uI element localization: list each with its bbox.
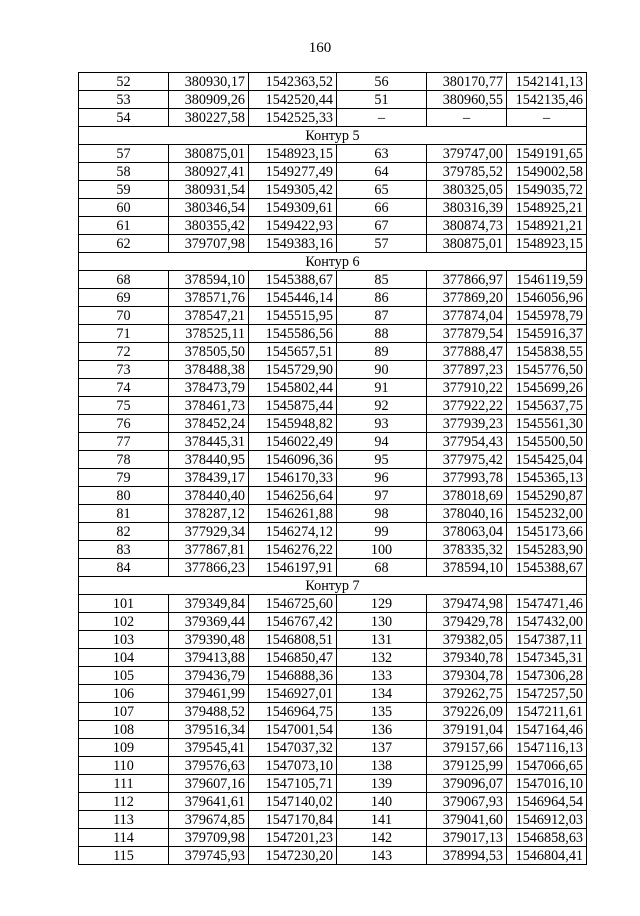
point-number-cell: 94: [337, 433, 427, 451]
y-coordinate-cell: 1545657,51: [249, 343, 337, 361]
page-number: 160: [308, 40, 332, 56]
x-coordinate-cell: 378525,11: [169, 325, 249, 343]
point-number-cell: 58: [79, 163, 169, 181]
point-number-cell: 80: [79, 487, 169, 505]
point-number-cell: 102: [79, 613, 169, 631]
y-coordinate-cell: 1545978,79: [507, 307, 587, 325]
x-coordinate-cell: 377897,23: [427, 361, 507, 379]
point-number-cell: 99: [337, 523, 427, 541]
point-number-cell: 91: [337, 379, 427, 397]
y-coordinate-cell: 1547432,00: [507, 613, 587, 631]
y-coordinate-cell: 1545916,37: [507, 325, 587, 343]
table-row: [79, 415, 587, 433]
point-number-cell: 64: [337, 163, 427, 181]
point-number-cell: 60: [79, 199, 169, 217]
x-coordinate-cell: 379709,98: [169, 829, 249, 847]
y-coordinate-cell: –: [507, 109, 587, 127]
x-coordinate-cell: 380930,17: [169, 73, 249, 91]
point-number-cell: 104: [79, 649, 169, 667]
x-coordinate-cell: 379191,04: [427, 721, 507, 739]
point-number-cell: 90: [337, 361, 427, 379]
y-coordinate-cell: 1545699,26: [507, 379, 587, 397]
point-number-cell: 71: [79, 325, 169, 343]
x-coordinate-cell: 377869,20: [427, 289, 507, 307]
table-row: [79, 487, 587, 505]
y-coordinate-cell: 1546964,75: [249, 703, 337, 721]
x-coordinate-cell: 378452,24: [169, 415, 249, 433]
y-coordinate-cell: 1546725,60: [249, 595, 337, 613]
point-number-cell: 76: [79, 415, 169, 433]
y-coordinate-cell: 1547170,84: [249, 811, 337, 829]
point-number-cell: 61: [79, 217, 169, 235]
point-number-cell: 100: [337, 541, 427, 559]
point-number-cell: 62: [79, 235, 169, 253]
y-coordinate-cell: 1548923,15: [249, 145, 337, 163]
y-coordinate-cell: 1547016,10: [507, 775, 587, 793]
x-coordinate-cell: 379641,61: [169, 793, 249, 811]
point-number-cell: 59: [79, 181, 169, 199]
x-coordinate-cell: 379745,93: [169, 847, 249, 865]
x-coordinate-cell: 380909,26: [169, 91, 249, 109]
point-number-cell: 110: [79, 757, 169, 775]
y-coordinate-cell: 1549305,42: [249, 181, 337, 199]
y-coordinate-cell: 1546276,22: [249, 541, 337, 559]
y-coordinate-cell: 1547211,61: [507, 703, 587, 721]
y-coordinate-cell: 1546858,63: [507, 829, 587, 847]
table-row: [79, 559, 587, 577]
y-coordinate-cell: 1545838,55: [507, 343, 587, 361]
table-row: [79, 307, 587, 325]
y-coordinate-cell: 1546808,51: [249, 631, 337, 649]
point-number-cell: 143: [337, 847, 427, 865]
coordinates-table: [78, 72, 587, 865]
y-coordinate-cell: 1549383,16: [249, 235, 337, 253]
y-coordinate-cell: 1545586,56: [249, 325, 337, 343]
point-number-cell: 74: [79, 379, 169, 397]
point-number-cell: 68: [79, 271, 169, 289]
x-coordinate-cell: 377866,23: [169, 559, 249, 577]
x-coordinate-cell: 378994,53: [427, 847, 507, 865]
x-coordinate-cell: 377879,54: [427, 325, 507, 343]
point-number-cell: 131: [337, 631, 427, 649]
table-row: [79, 379, 587, 397]
section-title: Контур 7: [79, 577, 587, 595]
y-coordinate-cell: 1545425,04: [507, 451, 587, 469]
x-coordinate-cell: 378440,40: [169, 487, 249, 505]
y-coordinate-cell: 1542525,33: [249, 109, 337, 127]
table-row: [79, 721, 587, 739]
point-number-cell: 92: [337, 397, 427, 415]
x-coordinate-cell: 378488,38: [169, 361, 249, 379]
x-coordinate-cell: 379067,93: [427, 793, 507, 811]
point-number-cell: 82: [79, 523, 169, 541]
point-number-cell: 101: [79, 595, 169, 613]
x-coordinate-cell: 379545,41: [169, 739, 249, 757]
table-row: [79, 271, 587, 289]
table-row: [79, 397, 587, 415]
x-coordinate-cell: 380875,01: [427, 235, 507, 253]
y-coordinate-cell: 1549191,65: [507, 145, 587, 163]
table-row: [79, 523, 587, 541]
x-coordinate-cell: 379382,05: [427, 631, 507, 649]
x-coordinate-cell: 378440,95: [169, 451, 249, 469]
x-coordinate-cell: 380227,58: [169, 109, 249, 127]
x-coordinate-cell: 378571,76: [169, 289, 249, 307]
point-number-cell: 65: [337, 181, 427, 199]
x-coordinate-cell: 378063,04: [427, 523, 507, 541]
table-row: [79, 163, 587, 181]
y-coordinate-cell: 1547257,50: [507, 685, 587, 703]
y-coordinate-cell: 1547201,23: [249, 829, 337, 847]
y-coordinate-cell: 1546804,41: [507, 847, 587, 865]
x-coordinate-cell: 378018,69: [427, 487, 507, 505]
section-header-row: [79, 127, 587, 145]
point-number-cell: 57: [79, 145, 169, 163]
y-coordinate-cell: 1547230,20: [249, 847, 337, 865]
x-coordinate-cell: 378594,10: [427, 559, 507, 577]
point-number-cell: 89: [337, 343, 427, 361]
y-coordinate-cell: 1542363,52: [249, 73, 337, 91]
point-number-cell: 113: [79, 811, 169, 829]
x-coordinate-cell: 378505,50: [169, 343, 249, 361]
x-coordinate-cell: 379304,78: [427, 667, 507, 685]
y-coordinate-cell: 1549277,49: [249, 163, 337, 181]
point-number-cell: 83: [79, 541, 169, 559]
point-number-cell: 115: [79, 847, 169, 865]
point-number-cell: 103: [79, 631, 169, 649]
point-number-cell: 87: [337, 307, 427, 325]
x-coordinate-cell: 379349,84: [169, 595, 249, 613]
table-row: [79, 793, 587, 811]
x-coordinate-cell: 379785,52: [427, 163, 507, 181]
section-title: Контур 5: [79, 127, 587, 145]
point-number-cell: 136: [337, 721, 427, 739]
y-coordinate-cell: 1548925,21: [507, 199, 587, 217]
table-row: [79, 361, 587, 379]
point-number-cell: 77: [79, 433, 169, 451]
y-coordinate-cell: 1542141,13: [507, 73, 587, 91]
x-coordinate-cell: 378547,21: [169, 307, 249, 325]
x-coordinate-cell: 380960,55: [427, 91, 507, 109]
x-coordinate-cell: 379413,88: [169, 649, 249, 667]
table-row: [79, 613, 587, 631]
x-coordinate-cell: 377975,42: [427, 451, 507, 469]
x-coordinate-cell: 378439,17: [169, 469, 249, 487]
y-coordinate-cell: 1545365,13: [507, 469, 587, 487]
point-number-cell: 57: [337, 235, 427, 253]
x-coordinate-cell: 377888,47: [427, 343, 507, 361]
y-coordinate-cell: 1545388,67: [507, 559, 587, 577]
point-number-cell: 86: [337, 289, 427, 307]
point-number-cell: 138: [337, 757, 427, 775]
point-number-cell: 85: [337, 271, 427, 289]
point-number-cell: 93: [337, 415, 427, 433]
point-number-cell: 95: [337, 451, 427, 469]
point-number-cell: 140: [337, 793, 427, 811]
y-coordinate-cell: 1546767,42: [249, 613, 337, 631]
y-coordinate-cell: 1545776,50: [507, 361, 587, 379]
x-coordinate-cell: 379461,99: [169, 685, 249, 703]
table-row: [79, 505, 587, 523]
x-coordinate-cell: 379157,66: [427, 739, 507, 757]
x-coordinate-cell: 380874,73: [427, 217, 507, 235]
x-coordinate-cell: 378461,73: [169, 397, 249, 415]
x-coordinate-cell: 379017,13: [427, 829, 507, 847]
point-number-cell: 75: [79, 397, 169, 415]
x-coordinate-cell: 379390,48: [169, 631, 249, 649]
x-coordinate-cell: 379041,60: [427, 811, 507, 829]
y-coordinate-cell: 1548921,21: [507, 217, 587, 235]
point-number-cell: 78: [79, 451, 169, 469]
y-coordinate-cell: 1545173,66: [507, 523, 587, 541]
x-coordinate-cell: 379369,44: [169, 613, 249, 631]
x-coordinate-cell: 379429,78: [427, 613, 507, 631]
y-coordinate-cell: 1545637,75: [507, 397, 587, 415]
y-coordinate-cell: 1547471,46: [507, 595, 587, 613]
y-coordinate-cell: 1546197,91: [249, 559, 337, 577]
table-row: [79, 703, 587, 721]
y-coordinate-cell: 1546022,49: [249, 433, 337, 451]
point-number-cell: 97: [337, 487, 427, 505]
x-coordinate-cell: 379607,16: [169, 775, 249, 793]
y-coordinate-cell: 1545446,14: [249, 289, 337, 307]
point-number-cell: 135: [337, 703, 427, 721]
point-number-cell: 108: [79, 721, 169, 739]
table-row: [79, 217, 587, 235]
x-coordinate-cell: 379436,79: [169, 667, 249, 685]
table-row: [79, 757, 587, 775]
y-coordinate-cell: 1547073,10: [249, 757, 337, 775]
y-coordinate-cell: 1547140,02: [249, 793, 337, 811]
y-coordinate-cell: 1545802,44: [249, 379, 337, 397]
point-number-cell: 56: [337, 73, 427, 91]
x-coordinate-cell: 377954,43: [427, 433, 507, 451]
y-coordinate-cell: 1547066,65: [507, 757, 587, 775]
y-coordinate-cell: 1545948,82: [249, 415, 337, 433]
point-number-cell: 129: [337, 595, 427, 613]
x-coordinate-cell: 377866,97: [427, 271, 507, 289]
point-number-cell: 133: [337, 667, 427, 685]
x-coordinate-cell: 380170,77: [427, 73, 507, 91]
x-coordinate-cell: 378445,31: [169, 433, 249, 451]
y-coordinate-cell: 1549002,58: [507, 163, 587, 181]
x-coordinate-cell: 377910,22: [427, 379, 507, 397]
coordinates-table-body: [79, 73, 587, 865]
x-coordinate-cell: 379125,99: [427, 757, 507, 775]
y-coordinate-cell: 1546256,64: [249, 487, 337, 505]
x-coordinate-cell: 377993,78: [427, 469, 507, 487]
table-row: [79, 541, 587, 559]
table-row: [79, 649, 587, 667]
x-coordinate-cell: –: [427, 109, 507, 127]
point-number-cell: 54: [79, 109, 169, 127]
y-coordinate-cell: 1546119,59: [507, 271, 587, 289]
y-coordinate-cell: 1545283,90: [507, 541, 587, 559]
table-row: [79, 343, 587, 361]
x-coordinate-cell: 377929,34: [169, 523, 249, 541]
table-row: [79, 181, 587, 199]
point-number-cell: 53: [79, 91, 169, 109]
section-header-row: [79, 253, 587, 271]
x-coordinate-cell: 379747,00: [427, 145, 507, 163]
table-row: [79, 829, 587, 847]
y-coordinate-cell: 1547037,32: [249, 739, 337, 757]
table-row: [79, 73, 587, 91]
y-coordinate-cell: 1542520,44: [249, 91, 337, 109]
x-coordinate-cell: 379340,78: [427, 649, 507, 667]
x-coordinate-cell: 380355,42: [169, 217, 249, 235]
point-number-cell: 98: [337, 505, 427, 523]
x-coordinate-cell: 379096,07: [427, 775, 507, 793]
point-number-cell: 141: [337, 811, 427, 829]
x-coordinate-cell: 379474,98: [427, 595, 507, 613]
point-number-cell: 142: [337, 829, 427, 847]
y-coordinate-cell: 1546850,47: [249, 649, 337, 667]
table-row: [79, 847, 587, 865]
point-number-cell: 109: [79, 739, 169, 757]
y-coordinate-cell: 1547164,46: [507, 721, 587, 739]
x-coordinate-cell: 378594,10: [169, 271, 249, 289]
point-number-cell: 51: [337, 91, 427, 109]
table-row: [79, 631, 587, 649]
y-coordinate-cell: 1547306,28: [507, 667, 587, 685]
point-number-cell: 114: [79, 829, 169, 847]
y-coordinate-cell: 1547345,31: [507, 649, 587, 667]
x-coordinate-cell: 378335,32: [427, 541, 507, 559]
x-coordinate-cell: 377939,23: [427, 415, 507, 433]
y-coordinate-cell: 1545388,67: [249, 271, 337, 289]
y-coordinate-cell: 1545500,50: [507, 433, 587, 451]
y-coordinate-cell: 1549309,61: [249, 199, 337, 217]
y-coordinate-cell: 1545290,87: [507, 487, 587, 505]
x-coordinate-cell: 379488,52: [169, 703, 249, 721]
point-number-cell: 70: [79, 307, 169, 325]
y-coordinate-cell: 1546274,12: [249, 523, 337, 541]
point-number-cell: 63: [337, 145, 427, 163]
y-coordinate-cell: 1542135,46: [507, 91, 587, 109]
y-coordinate-cell: 1546888,36: [249, 667, 337, 685]
point-number-cell: 139: [337, 775, 427, 793]
y-coordinate-cell: 1549422,93: [249, 217, 337, 235]
y-coordinate-cell: 1547001,54: [249, 721, 337, 739]
table-row: [79, 775, 587, 793]
y-coordinate-cell: 1546927,01: [249, 685, 337, 703]
point-number-cell: 69: [79, 289, 169, 307]
point-number-cell: –: [337, 109, 427, 127]
point-number-cell: 132: [337, 649, 427, 667]
y-coordinate-cell: 1546056,96: [507, 289, 587, 307]
x-coordinate-cell: 378473,79: [169, 379, 249, 397]
x-coordinate-cell: 377867,81: [169, 541, 249, 559]
x-coordinate-cell: 379576,63: [169, 757, 249, 775]
table-row: [79, 91, 587, 109]
table-row: [79, 109, 587, 127]
table-row: [79, 235, 587, 253]
y-coordinate-cell: 1547116,13: [507, 739, 587, 757]
point-number-cell: 134: [337, 685, 427, 703]
table-row: [79, 433, 587, 451]
y-coordinate-cell: 1546261,88: [249, 505, 337, 523]
point-number-cell: 106: [79, 685, 169, 703]
point-number-cell: 88: [337, 325, 427, 343]
table-row: [79, 289, 587, 307]
x-coordinate-cell: 380346,54: [169, 199, 249, 217]
y-coordinate-cell: 1546964,54: [507, 793, 587, 811]
point-number-cell: 68: [337, 559, 427, 577]
x-coordinate-cell: 379516,34: [169, 721, 249, 739]
y-coordinate-cell: 1547387,11: [507, 631, 587, 649]
x-coordinate-cell: 378040,16: [427, 505, 507, 523]
section-title: Контур 6: [79, 253, 587, 271]
x-coordinate-cell: 379262,75: [427, 685, 507, 703]
point-number-cell: 52: [79, 73, 169, 91]
table-row: [79, 469, 587, 487]
table-row: [79, 667, 587, 685]
x-coordinate-cell: 380931,54: [169, 181, 249, 199]
point-number-cell: 66: [337, 199, 427, 217]
point-number-cell: 111: [79, 775, 169, 793]
section-header-row: [79, 577, 587, 595]
point-number-cell: 112: [79, 793, 169, 811]
x-coordinate-cell: 377922,22: [427, 397, 507, 415]
table-row: [79, 451, 587, 469]
x-coordinate-cell: 380316,39: [427, 199, 507, 217]
point-number-cell: 67: [337, 217, 427, 235]
y-coordinate-cell: 1549035,72: [507, 181, 587, 199]
table-row: [79, 685, 587, 703]
point-number-cell: 107: [79, 703, 169, 721]
point-number-cell: 130: [337, 613, 427, 631]
y-coordinate-cell: 1545232,00: [507, 505, 587, 523]
point-number-cell: 84: [79, 559, 169, 577]
table-row: [79, 199, 587, 217]
table-row: [79, 739, 587, 757]
point-number-cell: 137: [337, 739, 427, 757]
x-coordinate-cell: 379226,09: [427, 703, 507, 721]
y-coordinate-cell: 1545875,44: [249, 397, 337, 415]
table-row: [79, 811, 587, 829]
point-number-cell: 73: [79, 361, 169, 379]
point-number-cell: 96: [337, 469, 427, 487]
x-coordinate-cell: 380325,05: [427, 181, 507, 199]
point-number-cell: 79: [79, 469, 169, 487]
y-coordinate-cell: 1545729,90: [249, 361, 337, 379]
table-row: [79, 325, 587, 343]
x-coordinate-cell: 380927,41: [169, 163, 249, 181]
y-coordinate-cell: 1548923,15: [507, 235, 587, 253]
y-coordinate-cell: 1547105,71: [249, 775, 337, 793]
y-coordinate-cell: 1545561,30: [507, 415, 587, 433]
x-coordinate-cell: 378287,12: [169, 505, 249, 523]
x-coordinate-cell: 379674,85: [169, 811, 249, 829]
table-row: [79, 595, 587, 613]
point-number-cell: 72: [79, 343, 169, 361]
table-row: [79, 145, 587, 163]
x-coordinate-cell: 379707,98: [169, 235, 249, 253]
point-number-cell: 81: [79, 505, 169, 523]
x-coordinate-cell: 380875,01: [169, 145, 249, 163]
y-coordinate-cell: 1545515,95: [249, 307, 337, 325]
y-coordinate-cell: 1546912,03: [507, 811, 587, 829]
y-coordinate-cell: 1546096,36: [249, 451, 337, 469]
x-coordinate-cell: 377874,04: [427, 307, 507, 325]
point-number-cell: 105: [79, 667, 169, 685]
y-coordinate-cell: 1546170,33: [249, 469, 337, 487]
